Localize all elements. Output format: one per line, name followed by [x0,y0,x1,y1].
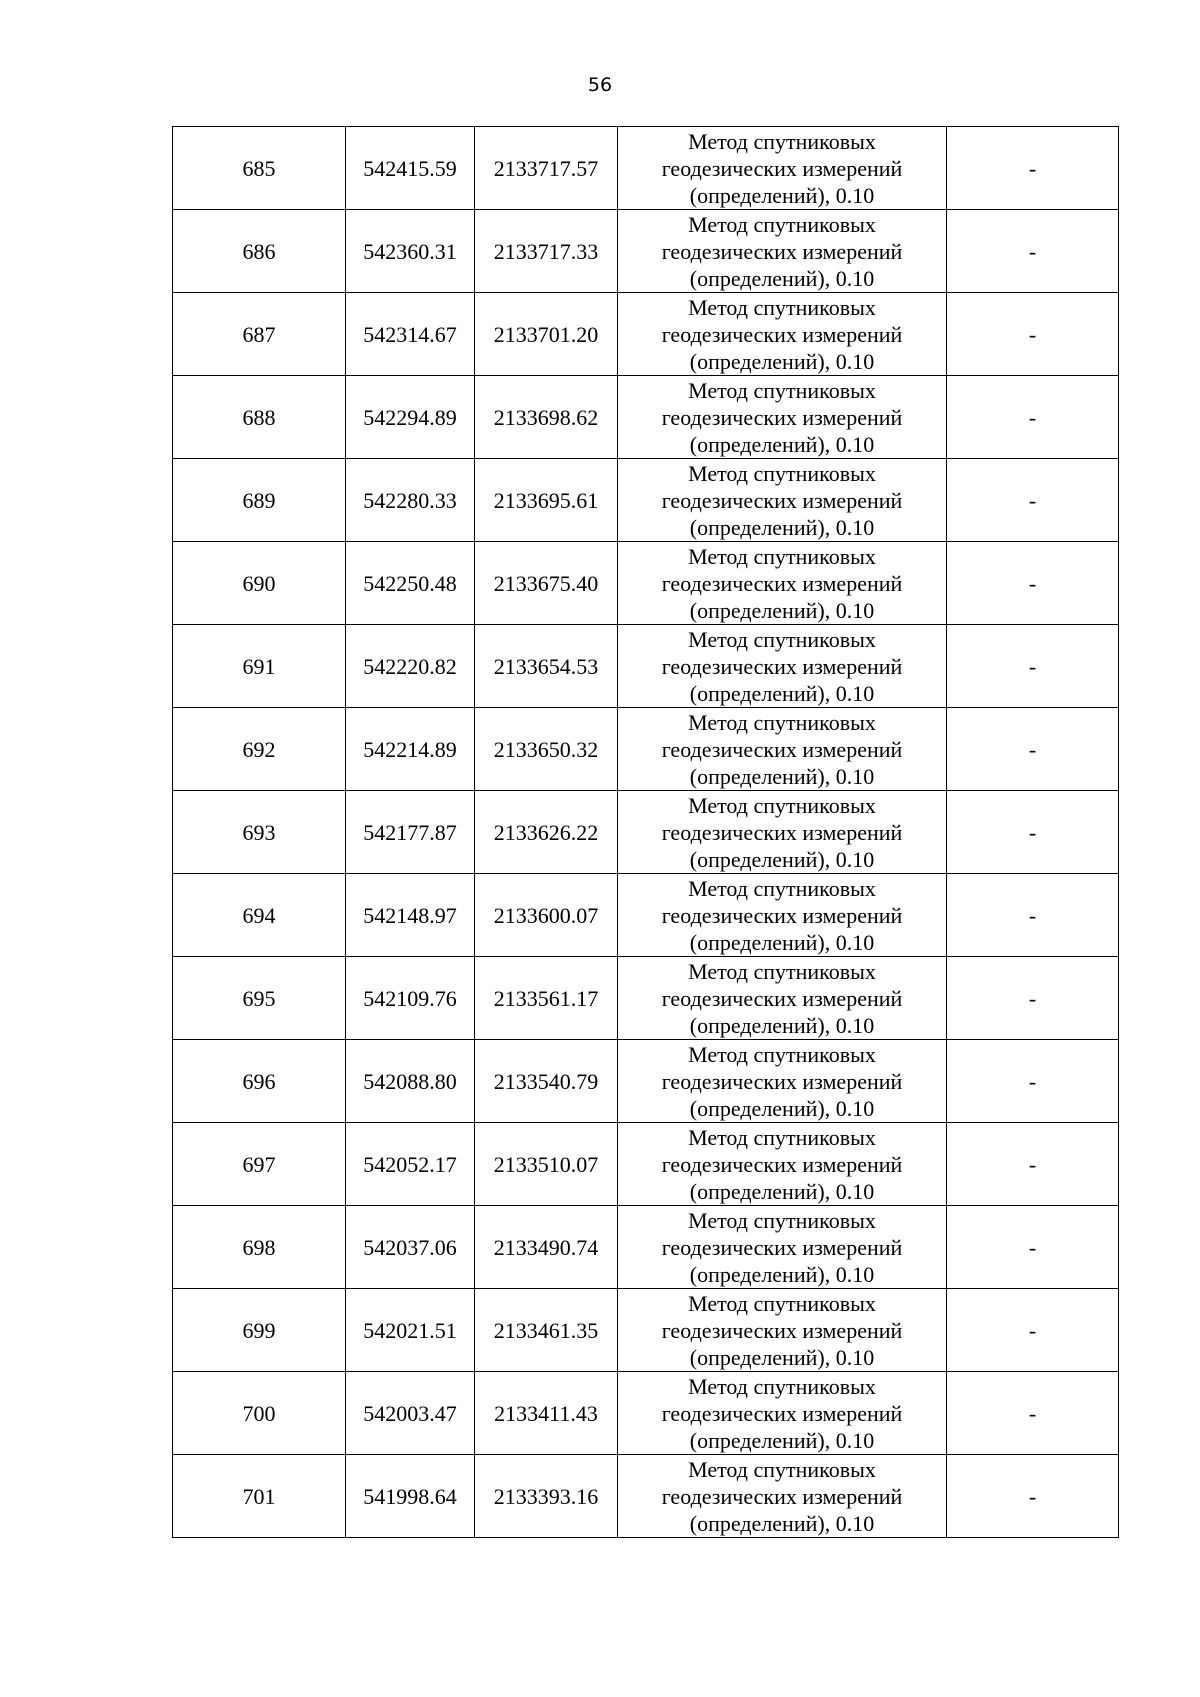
method-line: (определений), 0.10 [689,265,875,291]
method-line: геодезических измерений [661,985,903,1011]
method-line: геодезических измерений [661,321,903,347]
point-number-cell: 694 [173,874,346,957]
y-coordinate-cell: 2133717.57 [475,127,618,210]
note-cell: - [947,791,1119,874]
method-line: геодезических измерений [661,1151,903,1177]
method-line: Метод спутниковых [688,1124,876,1150]
method-line: геодезических измерений [661,1400,903,1426]
point-number-cell: 698 [173,1206,346,1289]
method-line: Метод спутниковых [688,792,876,818]
method-line: Метод спутниковых [688,875,876,901]
table-row [173,1289,1119,1372]
y-coordinate-cell: 2133701.20 [475,293,618,376]
method-line: (определений), 0.10 [689,1344,875,1370]
note-cell: - [947,459,1119,542]
method-line: Метод спутниковых [688,211,876,237]
table-row [173,1206,1119,1289]
point-number-cell: 688 [173,376,346,459]
y-coordinate-cell: 2133540.79 [475,1040,618,1123]
method-line: Метод спутниковых [688,1373,876,1399]
x-coordinate-cell: 542314.67 [346,293,475,376]
method-line: Метод спутниковых [688,377,876,403]
note-cell: - [947,625,1119,708]
method-cell [618,1206,947,1289]
method-line: Метод спутниковых [688,128,876,154]
method-cell [618,127,947,210]
note-cell: - [947,874,1119,957]
method-line: геодезических измерений [661,1483,903,1509]
x-coordinate-cell: 542052.17 [346,1123,475,1206]
y-coordinate-cell: 2133411.43 [475,1372,618,1455]
method-line: (определений), 0.10 [689,1510,875,1536]
note-cell: - [947,708,1119,791]
method-line: геодезических измерений [661,1317,903,1343]
x-coordinate-cell: 542280.33 [346,459,475,542]
point-number-cell: 699 [173,1289,346,1372]
point-number-cell: 686 [173,210,346,293]
note-cell: - [947,1123,1119,1206]
table-row [173,625,1119,708]
x-coordinate-cell: 542109.76 [346,957,475,1040]
method-line: Метод спутниковых [688,543,876,569]
method-line: геодезических измерений [661,736,903,762]
note-cell: - [947,1455,1119,1538]
table-row [173,1123,1119,1206]
method-line: Метод спутниковых [688,1290,876,1316]
method-line: геодезических измерений [661,155,903,181]
table-row [173,127,1119,210]
method-cell [618,293,947,376]
method-line: (определений), 0.10 [689,680,875,706]
y-coordinate-cell: 2133600.07 [475,874,618,957]
method-line: Метод спутниковых [688,626,876,652]
note-cell: - [947,542,1119,625]
note-cell: - [947,1289,1119,1372]
method-line: Метод спутниковых [688,294,876,320]
table-row [173,542,1119,625]
y-coordinate-cell: 2133675.40 [475,542,618,625]
table-row [173,376,1119,459]
table-row [173,1040,1119,1123]
table-row [173,1455,1119,1538]
page-number: 56 [587,74,613,96]
y-coordinate-cell: 2133695.61 [475,459,618,542]
method-cell [618,376,947,459]
method-line: геодезических измерений [661,404,903,430]
method-line: Метод спутниковых [688,709,876,735]
x-coordinate-cell: 542214.89 [346,708,475,791]
method-line: (определений), 0.10 [689,1095,875,1121]
method-line: Метод спутниковых [688,460,876,486]
point-number-cell: 685 [173,127,346,210]
y-coordinate-cell: 2133717.33 [475,210,618,293]
method-cell [618,1040,947,1123]
method-line: (определений), 0.10 [689,846,875,872]
table-row [173,1372,1119,1455]
method-cell [618,625,947,708]
method-line: (определений), 0.10 [689,348,875,374]
x-coordinate-cell: 542294.89 [346,376,475,459]
method-cell [618,874,947,957]
method-line: (определений), 0.10 [689,514,875,540]
method-line: Метод спутниковых [688,1456,876,1482]
method-cell [618,957,947,1040]
y-coordinate-cell: 2133510.07 [475,1123,618,1206]
method-cell [618,708,947,791]
x-coordinate-cell: 542003.47 [346,1372,475,1455]
method-line: Метод спутниковых [688,958,876,984]
method-cell [618,1289,947,1372]
x-coordinate-cell: 542088.80 [346,1040,475,1123]
method-line: геодезических измерений [661,819,903,845]
coordinates-table [172,126,1119,1538]
x-coordinate-cell: 542148.97 [346,874,475,957]
note-cell: - [947,376,1119,459]
point-number-cell: 687 [173,293,346,376]
x-coordinate-cell: 542360.31 [346,210,475,293]
point-number-cell: 693 [173,791,346,874]
y-coordinate-cell: 2133698.62 [475,376,618,459]
point-number-cell: 696 [173,1040,346,1123]
x-coordinate-cell: 542415.59 [346,127,475,210]
y-coordinate-cell: 2133393.16 [475,1455,618,1538]
x-coordinate-cell: 542250.48 [346,542,475,625]
note-cell: - [947,1206,1119,1289]
y-coordinate-cell: 2133654.53 [475,625,618,708]
table-row [173,293,1119,376]
point-number-cell: 691 [173,625,346,708]
method-line: геодезических измерений [661,1234,903,1260]
y-coordinate-cell: 2133490.74 [475,1206,618,1289]
y-coordinate-cell: 2133561.17 [475,957,618,1040]
note-cell: - [947,127,1119,210]
note-cell: - [947,1040,1119,1123]
x-coordinate-cell: 542037.06 [346,1206,475,1289]
method-line: (определений), 0.10 [689,1261,875,1287]
method-line: (определений), 0.10 [689,1178,875,1204]
table-row [173,708,1119,791]
method-line: геодезических измерений [661,653,903,679]
x-coordinate-cell: 542177.87 [346,791,475,874]
note-cell: - [947,210,1119,293]
y-coordinate-cell: 2133461.35 [475,1289,618,1372]
table-row [173,459,1119,542]
method-line: (определений), 0.10 [689,1012,875,1038]
method-line: (определений), 0.10 [689,182,875,208]
note-cell: - [947,1372,1119,1455]
method-line: геодезических измерений [661,902,903,928]
coordinates-table-body [173,127,1119,1538]
table-row [173,791,1119,874]
point-number-cell: 695 [173,957,346,1040]
table-row [173,210,1119,293]
method-line: (определений), 0.10 [689,431,875,457]
point-number-cell: 690 [173,542,346,625]
y-coordinate-cell: 2133626.22 [475,791,618,874]
method-line: геодезических измерений [661,238,903,264]
method-line: геодезических измерений [661,1068,903,1094]
method-cell [618,459,947,542]
x-coordinate-cell: 542021.51 [346,1289,475,1372]
method-cell [618,1372,947,1455]
method-line: (определений), 0.10 [689,929,875,955]
point-number-cell: 700 [173,1372,346,1455]
note-cell: - [947,293,1119,376]
point-number-cell: 701 [173,1455,346,1538]
method-line: (определений), 0.10 [689,1427,875,1453]
x-coordinate-cell: 541998.64 [346,1455,475,1538]
method-cell [618,210,947,293]
point-number-cell: 697 [173,1123,346,1206]
table-row [173,874,1119,957]
method-line: Метод спутниковых [688,1207,876,1233]
method-line: (определений), 0.10 [689,597,875,623]
table-row [173,957,1119,1040]
point-number-cell: 689 [173,459,346,542]
method-cell [618,1455,947,1538]
x-coordinate-cell: 542220.82 [346,625,475,708]
method-line: геодезических измерений [661,570,903,596]
point-number-cell: 692 [173,708,346,791]
method-line: геодезических измерений [661,487,903,513]
method-cell [618,542,947,625]
note-cell: - [947,957,1119,1040]
method-cell [618,791,947,874]
method-line: (определений), 0.10 [689,763,875,789]
method-line: Метод спутниковых [688,1041,876,1067]
method-cell [618,1123,947,1206]
y-coordinate-cell: 2133650.32 [475,708,618,791]
